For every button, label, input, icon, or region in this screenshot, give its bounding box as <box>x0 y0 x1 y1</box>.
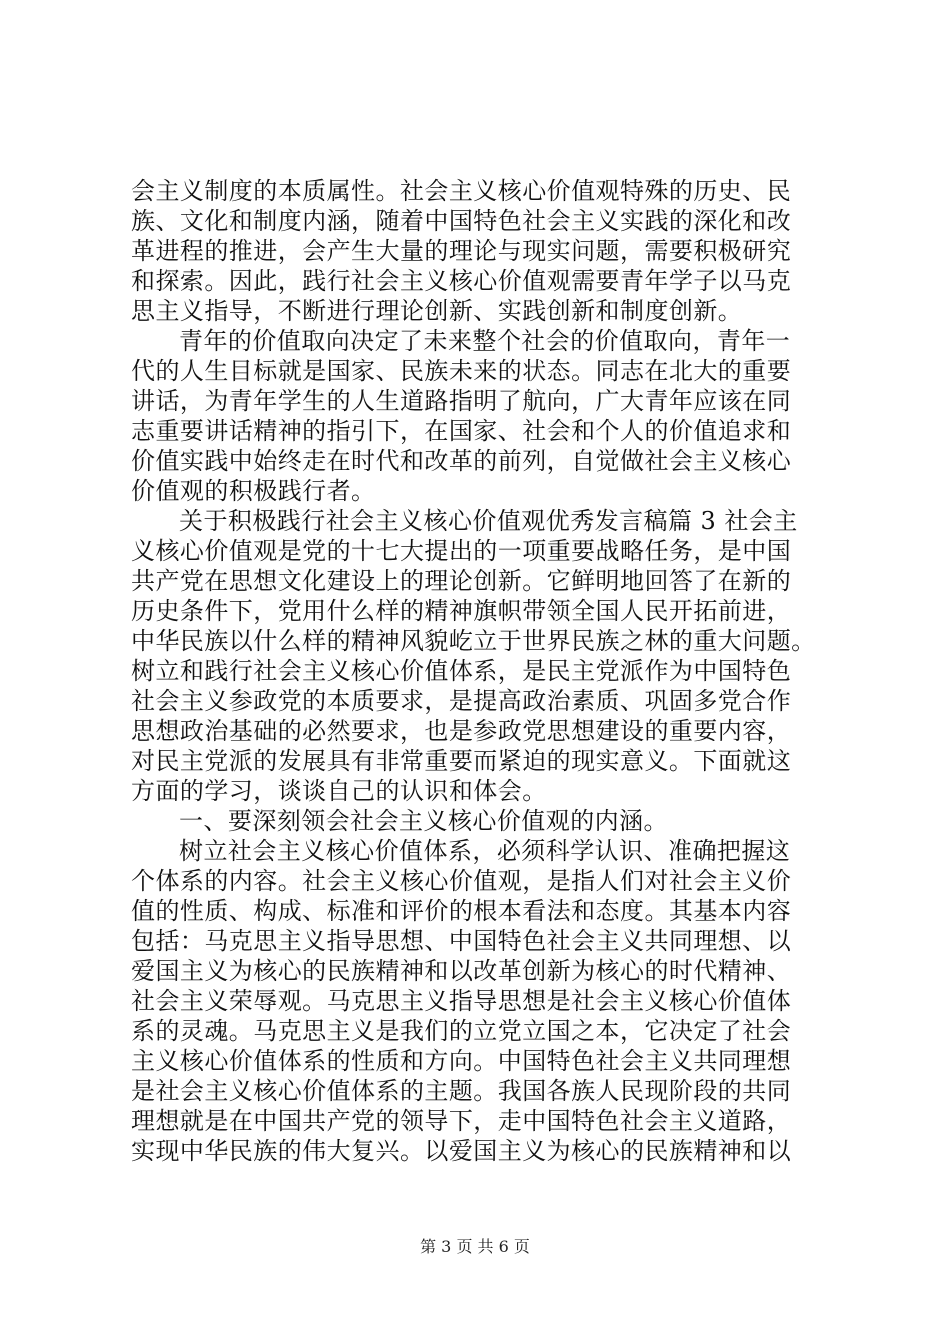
text-line: 和探索。因此，践行社会主义核心价值观需要青年学子以马克 <box>131 267 792 295</box>
text-line: 义核心价值观是党的十七大提出的一项重要战略任务，是中国 <box>131 537 792 565</box>
text-line: 族、文化和制度内涵，随着中国特色社会主义实践的深化和改 <box>131 207 792 235</box>
text-line: 会主义制度的本质属性。社会主义核心价值观特殊的历史、民 <box>131 177 792 205</box>
text-line: 价值观的积极践行者。 <box>131 477 376 505</box>
text-line: 个体系的内容。社会主义核心价值观，是指人们对社会主义价 <box>131 867 792 895</box>
text-line: 方面的学习，谈谈自己的认识和体会。 <box>131 777 547 805</box>
text-line: 是社会主义核心价值体系的主题。我国各族人民现阶段的共同 <box>131 1077 792 1105</box>
text-line: 社会主义参政党的本质要求，是提高政治素质、巩固多党合作 <box>131 687 792 715</box>
text-line: 值的性质、构成、标准和评价的根本看法和态度。其基本内容 <box>131 897 792 925</box>
text-line: 包括：马克思主义指导思想、中国特色社会主义共同理想、以 <box>131 927 792 955</box>
text-line: 关于积极践行社会主义核心价值观优秀发言稿篇 3 社会主 <box>179 507 798 535</box>
text-line: 志重要讲话精神的指引下，在国家、社会和个人的价值追求和 <box>131 417 792 445</box>
text-line: 一、要深刻领会社会主义核心价值观的内涵。 <box>179 807 668 835</box>
text-line: 树立社会主义核心价值体系，必须科学认识、准确把握这 <box>179 837 791 865</box>
text-line: 社会主义荣辱观。马克思主义指导思想是社会主义核心价值体 <box>131 987 792 1015</box>
text-line: 实现中华民族的伟大复兴。以爱国主义为核心的民族精神和以 <box>131 1137 792 1165</box>
page-footer: 第 3 页 共 6 页 <box>420 1237 530 1256</box>
text-line: 系的灵魂。马克思主义是我们的立党立国之本，它决定了社会 <box>131 1017 792 1045</box>
text-line: 中华民族以什么样的精神风貌屹立于世界民族之林的重大问题。 <box>131 627 816 655</box>
text-line: 对民主党派的发展具有非常重要而紧迫的现实意义。下面就这 <box>131 747 792 775</box>
text-line: 思主义指导，不断进行理论创新、实践创新和制度创新。 <box>131 297 743 325</box>
text-line: 共产党在思想文化建设上的理论创新。它鲜明地回答了在新的 <box>131 567 792 595</box>
text-line: 主义核心价值体系的性质和方向。中国特色社会主义共同理想 <box>131 1047 792 1075</box>
text-line: 青年的价值取向决定了未来整个社会的价值取向，青年一 <box>179 327 791 355</box>
text-line: 爱国主义为核心的民族精神和以改革创新为核心的时代精神、 <box>131 957 792 985</box>
text-line: 革进程的推进，会产生大量的理论与现实问题，需要积极研究 <box>131 237 792 265</box>
text-line: 代的人生目标就是国家、民族未来的状态。同志在北大的重要 <box>131 357 792 385</box>
text-line: 理想就是在中国共产党的领导下，走中国特色社会主义道路， <box>131 1107 792 1135</box>
text-line: 讲话，为青年学生的人生道路指明了航向，广大青年应该在同 <box>131 387 792 415</box>
text-line: 树立和践行社会主义核心价值体系，是民主党派作为中国特色 <box>131 657 792 685</box>
text-line: 历史条件下，党用什么样的精神旗帜带领全国人民开拓前进， <box>131 597 792 625</box>
document-body <box>131 176 851 1166</box>
text-line: 价值实践中始终走在时代和改革的前列，自觉做社会主义核心 <box>131 447 792 475</box>
text-line: 思想政治基础的必然要求，也是参政党思想建设的重要内容， <box>131 717 792 745</box>
